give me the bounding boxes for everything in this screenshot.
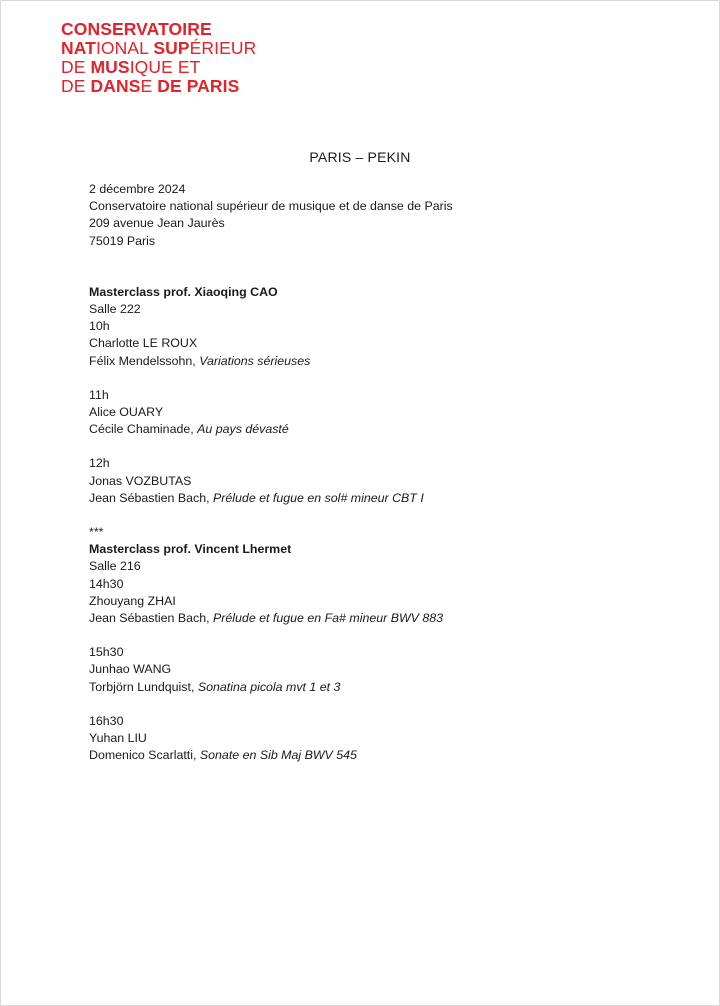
section-separator: *** [89, 525, 104, 540]
slot-time: 12h [89, 456, 110, 471]
slot-performer: Alice OUARY [89, 405, 164, 420]
slot-work: Sonate en Sib Maj BWV 545 [199, 748, 357, 763]
slot-piece [89, 679, 689, 696]
slot-work: Prélude et fugue en sol# mineur CBT I [213, 490, 424, 505]
document-body [89, 181, 689, 764]
slot-work: Sonatina picola mvt 1 et 3 [197, 679, 341, 694]
slot-work: Prélude et fugue en Fa# mineur BWV 883 [213, 611, 444, 626]
logo-line-1: CONSERVATOIRE [61, 19, 212, 39]
slot-composer: Jean Sébastien Bach, [89, 611, 213, 626]
logo-line-3: DE MUSIQUE ET [61, 57, 201, 77]
session-heading: Masterclass prof. Xiaoqing CAO [89, 284, 278, 299]
schedule-slot [89, 713, 689, 765]
schedule-slot [89, 387, 689, 439]
slot-composer: Cécile Chaminade, [89, 422, 198, 437]
slot-piece [89, 353, 689, 370]
slot-time: 10h [89, 319, 110, 334]
street-address: 209 avenue Jean Jaurès [89, 216, 225, 231]
logo-line-4: DE DANSE DE PARIS [61, 76, 240, 96]
session-2 [89, 541, 689, 764]
slot-time: 15h30 [89, 645, 124, 660]
document-title: PARIS – PEKIN [309, 149, 411, 165]
schedule-slot [89, 644, 689, 696]
slot-composer: Jean Sébastien Bach, [89, 490, 213, 505]
slot-work: Variations sérieuses [199, 353, 311, 368]
slot-time: 14h30 [89, 576, 124, 591]
event-date: 2 décembre 2024 [89, 182, 186, 196]
conservatoire-logo [61, 20, 256, 96]
slot-piece [89, 490, 689, 507]
schedule-slot [89, 455, 689, 507]
logo-line-2: NATIONAL SUPÉRIEUR [61, 38, 257, 58]
slot-performer: Jonas VOZBUTAS [89, 473, 192, 488]
session-heading: Masterclass prof. Vincent Lhermet [89, 542, 292, 557]
slot-piece [89, 747, 689, 764]
slot-piece [89, 610, 689, 627]
slot-piece [89, 421, 689, 438]
slot-performer: Junhao WANG [89, 662, 172, 677]
session-1 [89, 284, 689, 507]
slot-performer: Zhouyang ZHAI [89, 593, 176, 608]
city-address: 75019 Paris [89, 233, 156, 248]
session-room: Salle 222 [89, 302, 141, 317]
slot-composer: Félix Mendelssohn, [89, 353, 200, 368]
slot-time: 11h [89, 387, 109, 402]
slot-composer: Torbjörn Lundquist, [89, 679, 198, 694]
schedule-slot [89, 576, 689, 628]
event-address-block [89, 181, 689, 250]
slot-composer: Domenico Scarlatti, [89, 748, 200, 763]
spacer [89, 507, 689, 524]
slot-performer: Charlotte LE ROUX [89, 336, 198, 351]
institution-name: Conservatoire national supérieur de musique et de danse de Paris [89, 199, 453, 214]
slot-time: 16h30 [89, 713, 124, 728]
slot-performer: Yuhan LIU [89, 731, 147, 746]
schedule-slot [89, 318, 689, 370]
slot-work: Au pays dévasté [197, 422, 289, 437]
session-room: Salle 216 [89, 559, 141, 574]
